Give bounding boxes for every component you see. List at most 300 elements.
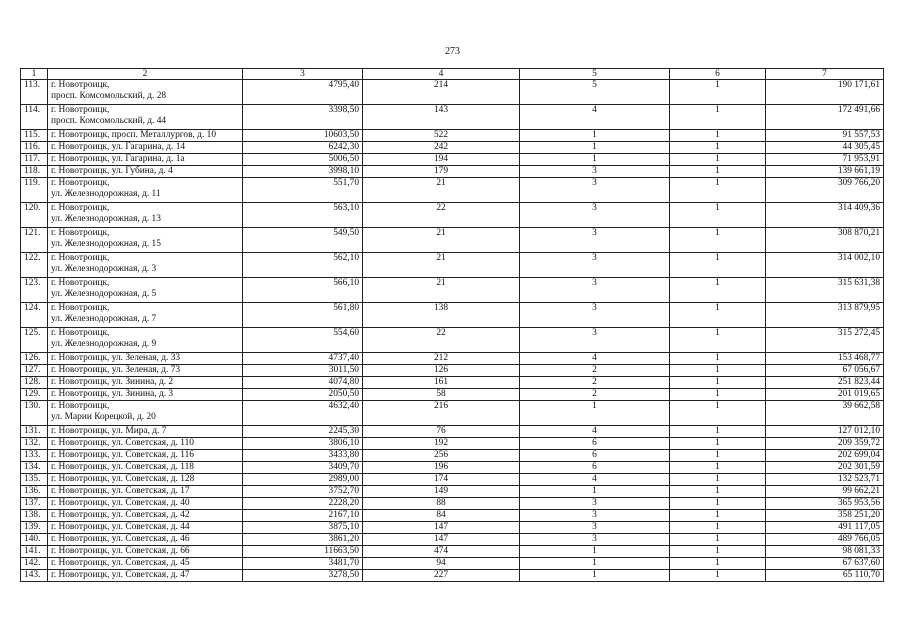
column-5-cell: 3 (520, 522, 670, 534)
column-6-cell: 1 (670, 570, 766, 582)
address-cell (48, 426, 243, 438)
address-line: г. Новотроицк, (51, 328, 110, 338)
address-cell (48, 534, 243, 546)
column-6-cell: 1 (670, 546, 766, 558)
column-5-cell: 3 (520, 328, 670, 353)
column-6-cell: 1 (670, 142, 766, 154)
column-4-cell: 21 (363, 278, 520, 303)
address-line: г. Новотроицк, ул. Советская, д. 46 (51, 534, 190, 544)
page-number: 273 (445, 46, 460, 57)
table-row (21, 228, 884, 253)
column-4-cell: 94 (363, 558, 520, 570)
column-5-cell: 4 (520, 353, 670, 365)
address-line: ул. Железнодорожная, д. 5 (51, 289, 157, 299)
address-cell (48, 303, 243, 328)
column-5-cell: 4 (520, 474, 670, 486)
address-line: г. Новотроицк, ул. Советская, д. 17 (51, 486, 190, 496)
column-4-cell: 179 (363, 166, 520, 178)
column-4-cell: 522 (363, 130, 520, 142)
address-line: просп. Комсомольский, д. 44 (51, 116, 167, 126)
address-cell (48, 203, 243, 228)
address-cell (48, 546, 243, 558)
table-row (21, 278, 884, 303)
column-5-cell: 1 (520, 570, 670, 582)
column-4-cell: 174 (363, 474, 520, 486)
row-number: 137. (21, 498, 48, 510)
column-6-cell: 1 (670, 365, 766, 377)
column-4-cell: 21 (363, 178, 520, 203)
row-number: 132. (21, 438, 48, 450)
row-number: 135. (21, 474, 48, 486)
row-number: 136. (21, 486, 48, 498)
row-number: 128. (21, 377, 48, 389)
area-cell: 2228,20 (243, 498, 363, 510)
column-6-cell: 1 (670, 203, 766, 228)
area-cell: 4074,80 (243, 377, 363, 389)
address-cell (48, 438, 243, 450)
address-cell (48, 377, 243, 389)
area-cell: 6242,30 (243, 142, 363, 154)
table-row (21, 570, 884, 582)
column-6-cell: 1 (670, 80, 766, 105)
row-number: 126. (21, 353, 48, 365)
column-6-cell: 1 (670, 178, 766, 203)
amount-cell: 358 251,20 (766, 510, 884, 522)
area-cell: 3481,70 (243, 558, 363, 570)
address-line: ул. Железнодорожная, д. 9 (51, 339, 157, 349)
row-number: 129. (21, 389, 48, 401)
column-5-cell: 3 (520, 303, 670, 328)
amount-cell: 309 766,20 (766, 178, 884, 203)
area-cell: 2050,50 (243, 389, 363, 401)
row-number: 121. (21, 228, 48, 253)
column-5-cell: 3 (520, 534, 670, 546)
table-row (21, 486, 884, 498)
address-line: г. Новотроицк, ул. Зеленая, д. 33 (51, 353, 181, 363)
address-cell (48, 105, 243, 130)
address-cell (48, 462, 243, 474)
amount-cell: 67 056,67 (766, 365, 884, 377)
address-cell (48, 178, 243, 203)
address-cell (48, 228, 243, 253)
column-6-cell: 1 (670, 228, 766, 253)
column-5-cell: 1 (520, 486, 670, 498)
table-row (21, 389, 884, 401)
column-4-cell: 143 (363, 105, 520, 130)
column-6-cell: 1 (670, 154, 766, 166)
column-4-cell: 256 (363, 450, 520, 462)
column-6-cell: 1 (670, 389, 766, 401)
address-cell (48, 328, 243, 353)
table-row (21, 203, 884, 228)
address-line: г. Новотроицк, (51, 253, 110, 263)
row-number: 127. (21, 365, 48, 377)
amount-cell: 314 409,36 (766, 203, 884, 228)
amount-cell: 202 301,59 (766, 462, 884, 474)
column-5-cell: 6 (520, 462, 670, 474)
table-row (21, 178, 884, 203)
address-line: г. Новотроицк, ул. Гагарина, д. 1а (51, 154, 185, 164)
column-header: 2 (48, 69, 243, 80)
column-4-cell: 161 (363, 377, 520, 389)
row-number: 142. (21, 558, 48, 570)
row-number: 139. (21, 522, 48, 534)
amount-cell: 99 662,21 (766, 486, 884, 498)
address-cell (48, 558, 243, 570)
row-number: 120. (21, 203, 48, 228)
table-row (21, 253, 884, 278)
column-6-cell: 1 (670, 474, 766, 486)
area-cell: 11663,50 (243, 546, 363, 558)
address-line: ул. Железнодорожная, д. 3 (51, 264, 157, 274)
column-5-cell: 3 (520, 203, 670, 228)
column-4-cell: 149 (363, 486, 520, 498)
address-cell (48, 166, 243, 178)
address-line: г. Новотроицк, ул. Зинина, д. 2 (51, 377, 174, 387)
column-4-cell: 196 (363, 462, 520, 474)
address-line: г. Новотроицк, ул. Советская, д. 44 (51, 522, 190, 532)
column-4-cell: 22 (363, 328, 520, 353)
address-line: г. Новотроицк, (51, 401, 110, 411)
column-4-cell: 21 (363, 253, 520, 278)
address-line: г. Новотроицк, ул. Зеленая, д. 73 (51, 365, 181, 375)
table-row (21, 462, 884, 474)
table-row (21, 303, 884, 328)
table-row (21, 328, 884, 353)
address-line: просп. Комсомольский, д. 28 (51, 91, 167, 101)
address-cell (48, 510, 243, 522)
column-6-cell: 1 (670, 522, 766, 534)
column-6-cell: 1 (670, 462, 766, 474)
address-line: г. Новотроицк, (51, 105, 110, 115)
amount-cell: 132 523,71 (766, 474, 884, 486)
column-4-cell: 194 (363, 154, 520, 166)
column-6-cell: 1 (670, 353, 766, 365)
column-5-cell: 3 (520, 498, 670, 510)
amount-cell: 91 557,53 (766, 130, 884, 142)
area-cell: 563,10 (243, 203, 363, 228)
table-row (21, 353, 884, 365)
amount-cell: 139 661,19 (766, 166, 884, 178)
table-row (21, 365, 884, 377)
column-4-cell: 22 (363, 203, 520, 228)
column-5-cell: 6 (520, 450, 670, 462)
amount-cell: 315 631,38 (766, 278, 884, 303)
column-6-cell: 1 (670, 510, 766, 522)
column-4-cell: 147 (363, 534, 520, 546)
area-cell: 551,70 (243, 178, 363, 203)
column-5-cell: 1 (520, 401, 670, 426)
address-cell (48, 365, 243, 377)
registry-table (20, 68, 884, 582)
row-number: 116. (21, 142, 48, 154)
amount-cell: 153 468,77 (766, 353, 884, 365)
amount-cell: 190 171,61 (766, 80, 884, 105)
column-6-cell: 1 (670, 105, 766, 130)
address-cell (48, 278, 243, 303)
amount-cell: 172 491,66 (766, 105, 884, 130)
column-4-cell: 126 (363, 365, 520, 377)
row-number: 130. (21, 401, 48, 426)
column-4-cell: 21 (363, 228, 520, 253)
address-cell (48, 486, 243, 498)
area-cell: 562,10 (243, 253, 363, 278)
row-number: 131. (21, 426, 48, 438)
address-cell (48, 401, 243, 426)
row-number: 119. (21, 178, 48, 203)
column-5-cell: 3 (520, 178, 670, 203)
column-header: 1 (21, 69, 48, 80)
address-line: г. Новотроицк, ул. Советская, д. 110 (51, 438, 194, 448)
row-number: 133. (21, 450, 48, 462)
address-line: ул. Железнодорожная, д. 15 (51, 239, 161, 249)
column-4-cell: 216 (363, 401, 520, 426)
area-cell: 10603,50 (243, 130, 363, 142)
area-cell: 3011,50 (243, 365, 363, 377)
row-number: 134. (21, 462, 48, 474)
amount-cell: 491 117,05 (766, 522, 884, 534)
table-row (21, 438, 884, 450)
table-row (21, 80, 884, 105)
column-6-cell: 1 (670, 253, 766, 278)
column-4-cell: 84 (363, 510, 520, 522)
address-cell (48, 474, 243, 486)
column-5-cell: 1 (520, 558, 670, 570)
column-5-cell: 2 (520, 389, 670, 401)
address-line: г. Новотроицк, ул. Зинина, д. 3 (51, 389, 174, 399)
address-line: г. Новотроицк, (51, 178, 110, 188)
column-6-cell: 1 (670, 328, 766, 353)
row-number: 143. (21, 570, 48, 582)
table-row (21, 142, 884, 154)
column-6-cell: 1 (670, 278, 766, 303)
address-line: г. Новотроицк, ул. Советская, д. 45 (51, 558, 190, 568)
address-line: ул. Железнодорожная, д. 7 (51, 314, 157, 324)
row-number: 123. (21, 278, 48, 303)
area-cell: 554,60 (243, 328, 363, 353)
row-number: 140. (21, 534, 48, 546)
address-cell (48, 498, 243, 510)
row-number: 141. (21, 546, 48, 558)
area-cell: 3875,10 (243, 522, 363, 534)
amount-cell: 308 870,21 (766, 228, 884, 253)
column-5-cell: 3 (520, 278, 670, 303)
column-4-cell: 192 (363, 438, 520, 450)
address-line: ул. Железнодорожная, д. 11 (51, 189, 161, 199)
column-header: 3 (243, 69, 363, 80)
column-4-cell: 138 (363, 303, 520, 328)
area-cell: 3861,20 (243, 534, 363, 546)
address-line: г. Новотроицк, ул. Советская, д. 118 (51, 462, 194, 472)
address-line: г. Новотроицк, (51, 203, 110, 213)
area-cell: 5006,50 (243, 154, 363, 166)
table-row (21, 166, 884, 178)
table-row (21, 546, 884, 558)
table-row (21, 105, 884, 130)
column-6-cell: 1 (670, 401, 766, 426)
area-cell: 3278,50 (243, 570, 363, 582)
table-row (21, 450, 884, 462)
area-cell: 2245,30 (243, 426, 363, 438)
column-6-cell: 1 (670, 498, 766, 510)
table-header-row (21, 69, 884, 80)
column-header: 7 (766, 69, 884, 80)
address-line: ул. Железнодорожная, д. 13 (51, 214, 161, 224)
column-5-cell: 4 (520, 105, 670, 130)
amount-cell: 44 305,45 (766, 142, 884, 154)
table-row (21, 154, 884, 166)
column-6-cell: 1 (670, 377, 766, 389)
table-row (21, 401, 884, 426)
area-cell: 561,80 (243, 303, 363, 328)
column-6-cell: 1 (670, 303, 766, 328)
column-5-cell: 3 (520, 228, 670, 253)
address-cell (48, 450, 243, 462)
table-row (21, 377, 884, 389)
address-cell (48, 253, 243, 278)
area-cell: 2989,00 (243, 474, 363, 486)
amount-cell: 127 012,10 (766, 426, 884, 438)
column-6-cell: 1 (670, 426, 766, 438)
address-line: г. Новотроицк, (51, 80, 110, 90)
area-cell: 3398,50 (243, 105, 363, 130)
column-4-cell: 474 (363, 546, 520, 558)
area-cell: 2167,10 (243, 510, 363, 522)
amount-cell: 65 110,70 (766, 570, 884, 582)
column-4-cell: 147 (363, 522, 520, 534)
column-5-cell: 2 (520, 377, 670, 389)
column-5-cell: 3 (520, 253, 670, 278)
column-5-cell: 2 (520, 365, 670, 377)
address-line: г. Новотроицк, (51, 228, 110, 238)
address-line: г. Новотроицк, ул. Губина, д. 4 (51, 166, 173, 176)
area-cell: 549,50 (243, 228, 363, 253)
amount-cell: 39 662,58 (766, 401, 884, 426)
column-4-cell: 212 (363, 353, 520, 365)
row-number: 138. (21, 510, 48, 522)
column-5-cell: 1 (520, 546, 670, 558)
column-5-cell: 4 (520, 426, 670, 438)
address-line: г. Новотроицк, ул. Советская, д. 40 (51, 498, 190, 508)
address-cell (48, 154, 243, 166)
area-cell: 3806,10 (243, 438, 363, 450)
amount-cell: 365 953,56 (766, 498, 884, 510)
table-row (21, 534, 884, 546)
area-cell: 566,10 (243, 278, 363, 303)
address-line: г. Новотроицк, просп. Металлургов, д. 10 (51, 130, 217, 140)
row-number: 122. (21, 253, 48, 278)
amount-cell: 314 002,10 (766, 253, 884, 278)
column-4-cell: 214 (363, 80, 520, 105)
area-cell: 3752,70 (243, 486, 363, 498)
column-6-cell: 1 (670, 486, 766, 498)
column-6-cell: 1 (670, 130, 766, 142)
amount-cell: 209 359,72 (766, 438, 884, 450)
address-line: г. Новотроицк, ул. Мира, д. 7 (51, 426, 167, 436)
address-cell (48, 142, 243, 154)
column-6-cell: 1 (670, 558, 766, 570)
address-line: г. Новотроицк, ул. Советская, д. 66 (51, 546, 190, 556)
address-line: ул. Марии Корецкой, д. 20 (51, 412, 156, 422)
area-cell: 3998,10 (243, 166, 363, 178)
address-cell (48, 130, 243, 142)
column-4-cell: 88 (363, 498, 520, 510)
address-cell (48, 389, 243, 401)
table-body (21, 80, 884, 582)
address-cell (48, 570, 243, 582)
row-number: 117. (21, 154, 48, 166)
address-line: г. Новотроицк, ул. Советская, д. 116 (51, 450, 194, 460)
table-row (21, 474, 884, 486)
column-5-cell: 5 (520, 80, 670, 105)
amount-cell: 201 019,65 (766, 389, 884, 401)
amount-cell: 71 953,91 (766, 154, 884, 166)
column-5-cell: 1 (520, 142, 670, 154)
amount-cell: 315 272,45 (766, 328, 884, 353)
column-6-cell: 1 (670, 438, 766, 450)
column-5-cell: 6 (520, 438, 670, 450)
table-row (21, 130, 884, 142)
address-line: г. Новотроицк, (51, 278, 110, 288)
column-4-cell: 242 (363, 142, 520, 154)
column-5-cell: 1 (520, 130, 670, 142)
row-number: 125. (21, 328, 48, 353)
amount-cell: 98 081,33 (766, 546, 884, 558)
row-number: 115. (21, 130, 48, 142)
column-5-cell: 3 (520, 510, 670, 522)
address-cell (48, 522, 243, 534)
address-line: г. Новотроицк, ул. Советская, д. 128 (51, 474, 195, 484)
column-6-cell: 1 (670, 166, 766, 178)
address-cell (48, 353, 243, 365)
column-6-cell: 1 (670, 450, 766, 462)
column-5-cell: 3 (520, 166, 670, 178)
amount-cell: 67 637,60 (766, 558, 884, 570)
column-header: 4 (363, 69, 520, 80)
column-header: 5 (520, 69, 670, 80)
table-row (21, 426, 884, 438)
table-row (21, 522, 884, 534)
amount-cell: 202 699,04 (766, 450, 884, 462)
amount-cell: 313 879,95 (766, 303, 884, 328)
area-cell: 4632,40 (243, 401, 363, 426)
column-header: 6 (670, 69, 766, 80)
column-4-cell: 58 (363, 389, 520, 401)
address-cell (48, 80, 243, 105)
amount-cell: 489 766,05 (766, 534, 884, 546)
address-line: г. Новотроицк, ул. Советская, д. 47 (51, 570, 190, 580)
area-cell: 3433,80 (243, 450, 363, 462)
column-4-cell: 76 (363, 426, 520, 438)
address-line: г. Новотроицк, (51, 303, 110, 313)
column-4-cell: 227 (363, 570, 520, 582)
column-6-cell: 1 (670, 534, 766, 546)
area-cell: 4795,40 (243, 80, 363, 105)
table-row (21, 498, 884, 510)
row-number: 114. (21, 105, 48, 130)
address-line: г. Новотроицк, ул. Гагарина, д. 14 (51, 142, 186, 152)
row-number: 113. (21, 80, 48, 105)
row-number: 124. (21, 303, 48, 328)
area-cell: 3409,70 (243, 462, 363, 474)
table-row (21, 510, 884, 522)
area-cell: 4737,40 (243, 353, 363, 365)
column-5-cell: 1 (520, 154, 670, 166)
address-line: г. Новотроицк, ул. Советская, д. 42 (51, 510, 190, 520)
row-number: 118. (21, 166, 48, 178)
table-row (21, 558, 884, 570)
amount-cell: 251 823,44 (766, 377, 884, 389)
